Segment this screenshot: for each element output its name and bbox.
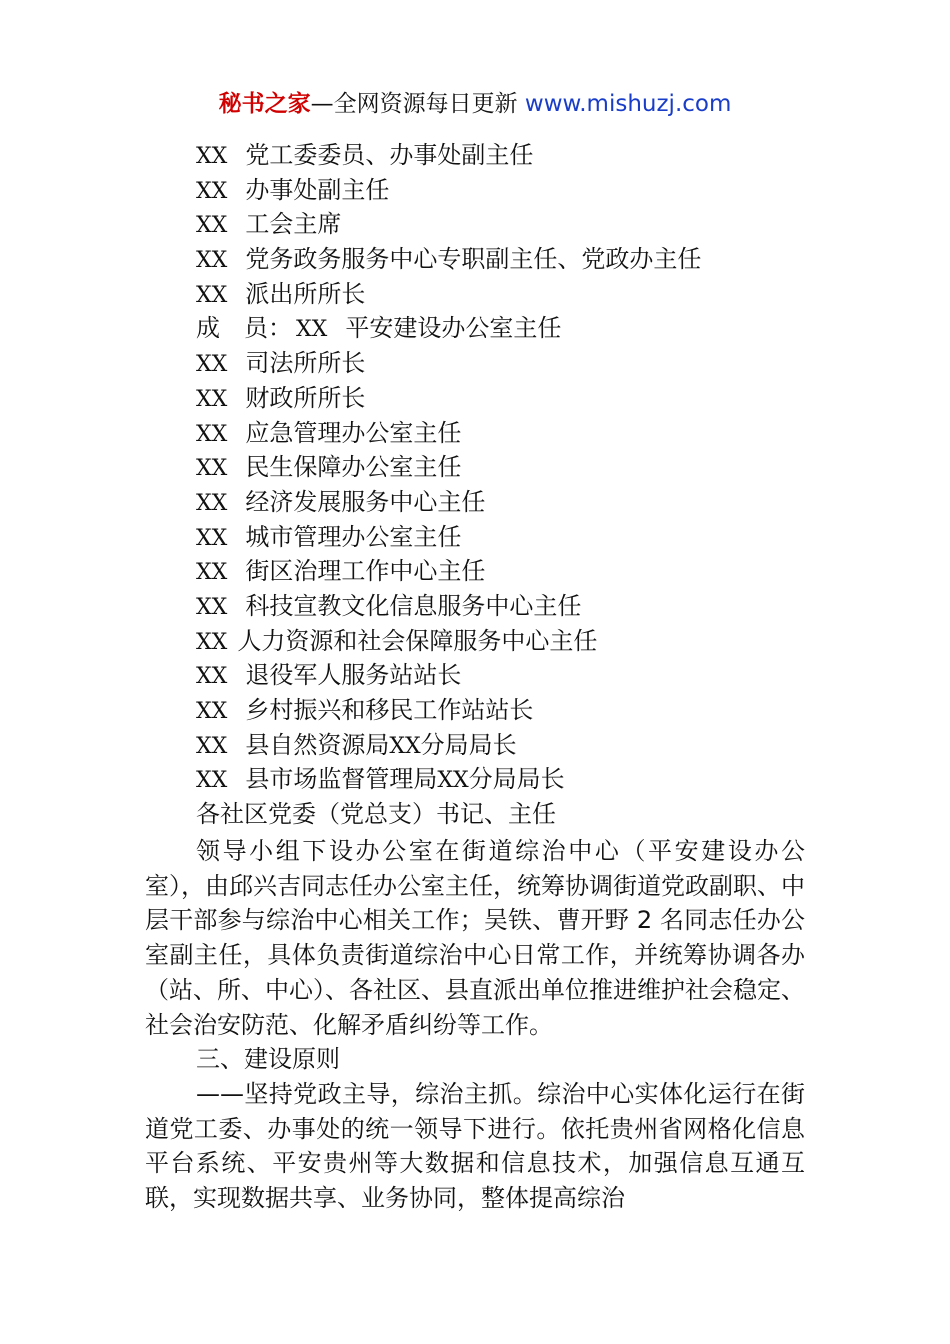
member-line — [196, 658, 701, 693]
site-tagline: —全网资源每日更新 — [310, 91, 518, 117]
member-title-suffix: 分局局长 — [420, 730, 517, 759]
member-title-suffix: 分局局长 — [468, 765, 565, 794]
principle-paragraph: ——坚持党政主导，综治主抓。综治中心实体化运行在街道党工委、办事处的统一领导下进行。依托贵州省网格化信息平台系统、平安贵州等大数据和信息技术，加强信息互通互联，实现数据共享、业务协同，整体提高综治 — [145, 1079, 805, 1213]
member-name: XX — [196, 282, 228, 308]
member-name: XX — [196, 525, 228, 551]
member-title: 党工委委员、办事处副主任 — [245, 141, 534, 169]
member-line — [196, 554, 701, 589]
member-title: 派出所所长 — [245, 279, 366, 308]
member-name: XX — [196, 386, 228, 412]
member-name: XX — [196, 352, 228, 378]
member-line — [196, 381, 701, 416]
member-name: XX — [196, 213, 228, 239]
member-title: 工会主席 — [245, 210, 342, 239]
member-name: XX — [196, 699, 228, 724]
member-line — [196, 138, 701, 173]
member-title: 司法所所长 — [245, 349, 366, 378]
section-heading: 三、建设原则 — [196, 1045, 340, 1074]
member-title: 平安建设办公室主任 — [345, 314, 562, 343]
member-title: 民生保障办公室主任 — [245, 453, 462, 482]
member-title: 财政所所长 — [245, 383, 366, 412]
member-name: XX — [196, 768, 228, 794]
member-name: XX — [296, 317, 328, 343]
member-name: XX — [196, 456, 228, 482]
member-title: 人力资源和社会保障服务中心主任 — [237, 626, 598, 655]
member-title: 办事处副主任 — [245, 175, 390, 204]
member-name: XX — [196, 421, 228, 447]
member-name: XX — [196, 178, 228, 204]
member-line — [196, 520, 701, 555]
member-line — [196, 589, 701, 624]
member-name: XX — [196, 248, 228, 274]
members-start-line — [196, 311, 701, 346]
member-name: XX — [196, 733, 228, 759]
member-title: 乡村振兴和移民工作站站长 — [245, 696, 534, 724]
member-title: 科技宣教文化信息服务中心主任 — [245, 591, 582, 620]
member-title: 应急管理办公室主任 — [245, 418, 462, 447]
member-line — [196, 277, 701, 312]
member-name: XX — [196, 629, 228, 655]
member-name: XX — [196, 490, 228, 516]
member-line — [196, 416, 701, 451]
member-list — [196, 138, 701, 832]
body-text — [145, 834, 805, 1216]
member-name: XX — [196, 664, 228, 690]
member-line — [196, 762, 701, 797]
member-line — [196, 173, 701, 208]
member-title: 党务政务服务中心专职副主任、党政办主任 — [245, 245, 702, 274]
member-title-xx: XX — [389, 733, 421, 759]
member-line — [196, 207, 701, 242]
member-title-prefix: 县市场监督管理局 — [245, 765, 438, 794]
member-line — [196, 624, 701, 659]
member-line — [196, 346, 701, 381]
member-title: 经济发展服务中心主任 — [245, 487, 486, 516]
member-line — [196, 728, 701, 763]
member-title: 城市管理办公室主任 — [245, 522, 462, 551]
member-name: XX — [196, 144, 228, 169]
member-title: 退役军人服务站站长 — [245, 661, 462, 690]
member-name: XX — [196, 594, 228, 620]
member-line — [196, 450, 701, 485]
community-line: 各社区党委（党总支）书记、主任 — [196, 800, 556, 829]
site-url-link[interactable]: www.mishuzj.com — [524, 91, 732, 117]
member-line — [196, 485, 701, 520]
member-name: XX — [196, 560, 228, 586]
member-line — [196, 693, 701, 728]
office-paragraph: 领导小组下设办公室在街道综治中心（平安建设办公室），由邱兴吉同志任办公室主任，统筹协调街道党政副职、中层干部参与综治中心相关工作；吴铁、曹开野 2 名同志任办公室副主任，具体负责街道综治中心日常工作，并统筹协调各办（站、所、中心）、各社区、县直派出单位推进维护社会稳定、社会治安防范、化解矛盾纠纷等工作。 — [145, 837, 805, 1039]
member-title: 街区治理工作中心主任 — [245, 557, 486, 586]
members-prefix: 成 员： — [196, 314, 292, 343]
site-brand: 秘书之家 — [218, 91, 311, 117]
member-line — [196, 242, 701, 277]
member-title-prefix: 县自然资源局 — [245, 730, 390, 759]
site-header — [0, 88, 950, 120]
member-title-xx: XX — [437, 768, 469, 794]
